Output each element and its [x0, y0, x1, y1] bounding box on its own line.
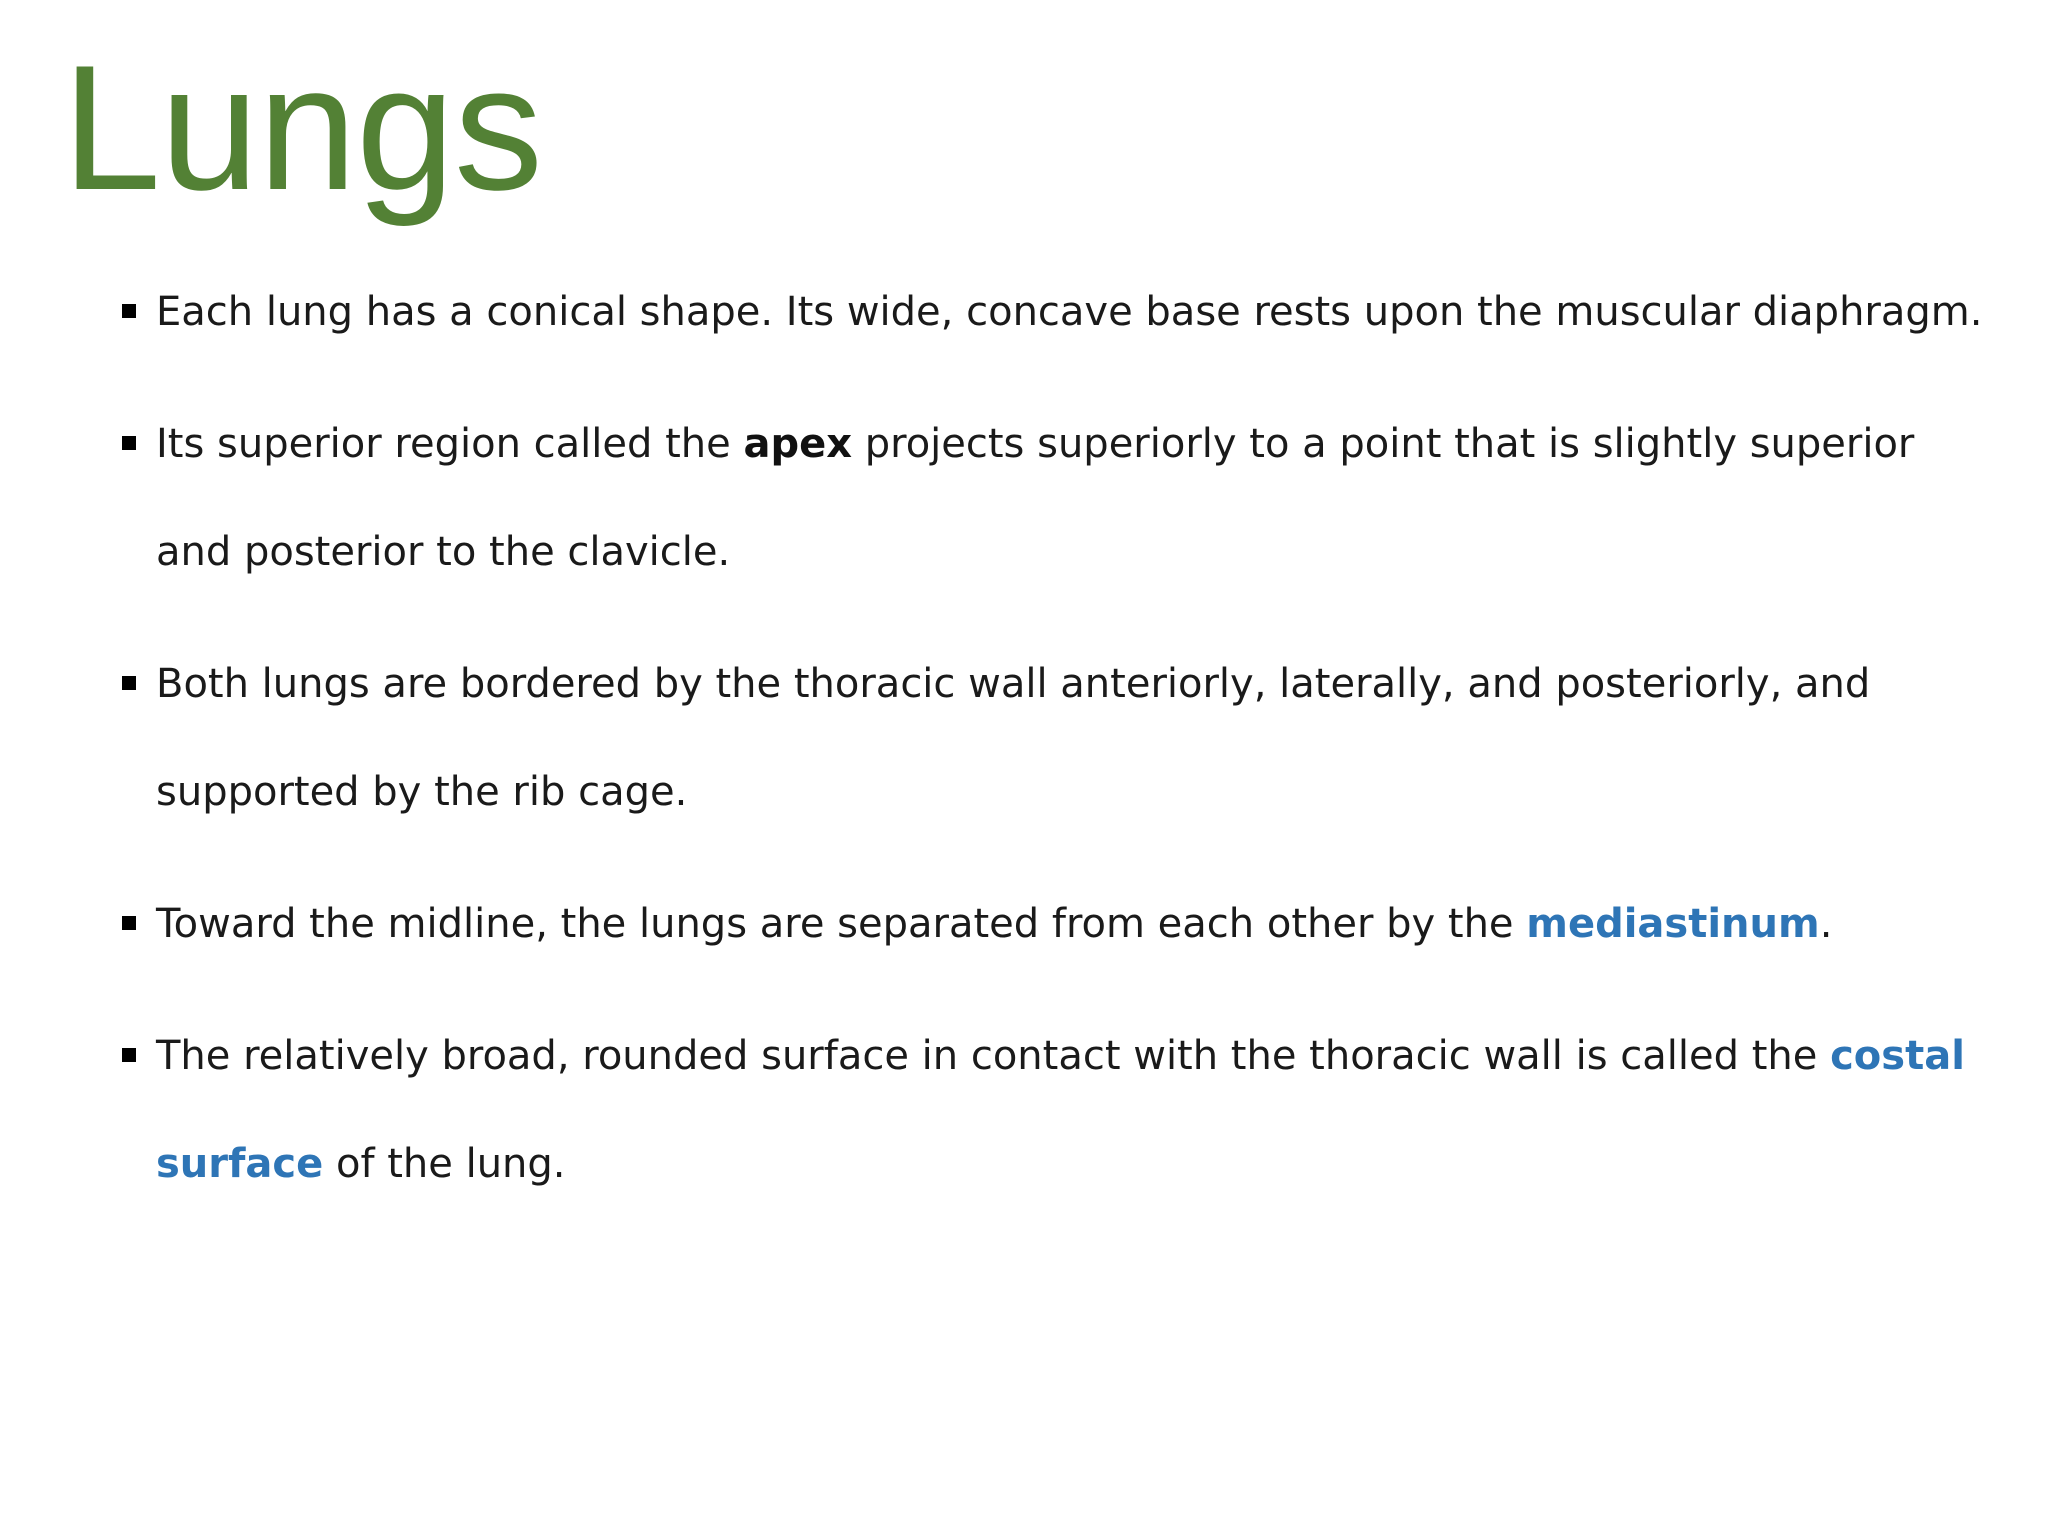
square-bullet-icon — [122, 676, 136, 690]
bullet-text-after: projects superiorly to a point that is slightly superior and posterior to the clavicle. — [156, 421, 1915, 575]
bullet-text-before: Toward the midline, the lungs are separated from each other by the — [156, 901, 1527, 947]
bullet-text: Both lungs are bordered by the thoracic wall anteriorly, laterally, and posteriorly, and supported by the rib cage. — [156, 661, 1871, 815]
bullet-text-before: Its superior region called the — [156, 421, 744, 467]
bullet-list — [118, 258, 1998, 1242]
term-mediastinum: mediastinum — [1526, 901, 1820, 947]
term-apex: apex — [743, 421, 853, 467]
bullet-item-conical-shape — [118, 258, 1998, 366]
bullet-text-before: The relatively broad, rounded surface in contact with the thoracic wall is called the — [156, 1033, 1831, 1079]
term-costal-surface: costal surface — [156, 1033, 1965, 1187]
bullet-item-thoracic-wall — [118, 630, 1998, 846]
square-bullet-icon — [122, 304, 136, 318]
square-bullet-icon — [122, 1048, 136, 1062]
bullet-text-after: of the lung. — [323, 1141, 566, 1187]
bullet-item-mediastinum — [118, 870, 1998, 978]
slide-title: Lungs — [62, 28, 542, 227]
bullet-text-after: . — [1819, 901, 1833, 947]
square-bullet-icon — [122, 916, 136, 930]
square-bullet-icon — [122, 436, 136, 450]
bullet-item-costal-surface — [118, 1002, 1998, 1218]
bullet-text: Each lung has a conical shape. Its wide, concave base rests upon the muscular diaphragm. — [156, 289, 1983, 335]
bullet-item-apex — [118, 390, 1998, 606]
